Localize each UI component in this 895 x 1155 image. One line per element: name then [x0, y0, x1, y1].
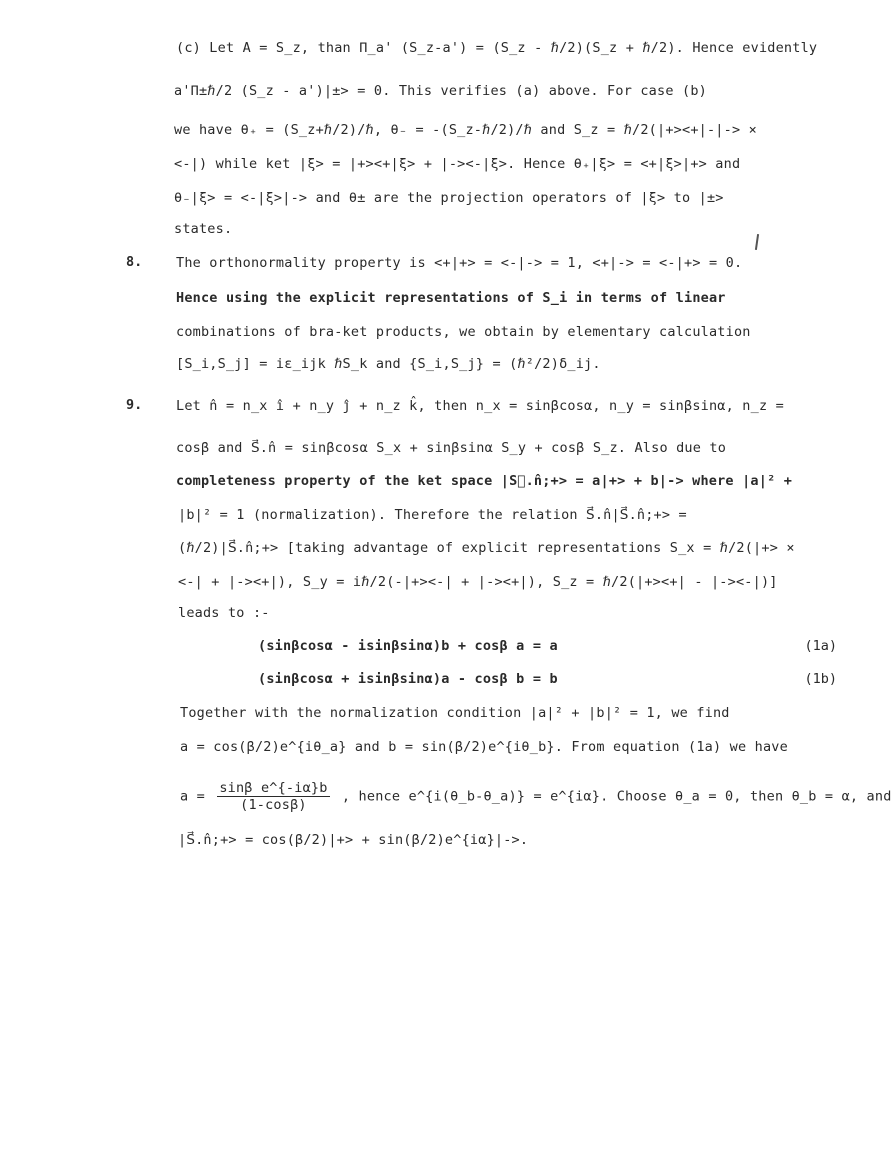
text-line: we have θ₊ = (S_z+ℏ/2)/ℏ, θ₋ = -(S_z-ℏ/2)/ℏ and S_z = ℏ/2(|+><+|-|-> × [174, 122, 757, 138]
text-line: cosβ and S⃗.n̂ = sinβcosα S_x + sinβsinα S_y + cosβ S_z. Also due to [176, 440, 727, 456]
text-line: |b|² = 1 (normalization). Therefore the relation S⃗.n̂|S⃗.n̂;+> = [178, 507, 687, 523]
text-line: a = cos(β/2)e^{iθ_a} and b = sin(β/2)e^{iθ_b}. From equation (1a) we have [180, 739, 788, 755]
equation-suffix: , hence e^{i(θ_b-θ_a)} = e^{iα}. Choose θ_a = 0, then θ_b = α, and [341, 788, 892, 805]
text-line: Together with the normalization condition |a|² + |b|² = 1, we find [180, 705, 730, 721]
text-line: (c) Let A = S_z, than Π_a' (S_z-a') = (S_z - ℏ/2)(S_z + ℏ/2). Hence evidently [176, 40, 818, 56]
text-line: Hence using the explicit representations of S_i in terms of linear [176, 290, 726, 306]
equation-tag: (1a) [804, 638, 837, 654]
fraction-numerator: sinβ e^{-iα}b [219, 780, 328, 796]
item-number-9: 9. [126, 397, 143, 413]
equation-1b: (sinβcosα + isinβsinα)a - cosβ b = b [258, 671, 558, 687]
text-line: <-| + |-><+|), S_y = iℏ/2(-|+><-| + |-><+|), S_z = ℏ/2(|+><+| - |-><-|)] [178, 574, 778, 590]
text-line: combinations of bra-ket products, we obtain by elementary calculation [176, 324, 751, 340]
equation-tag: (1b) [804, 671, 837, 687]
text-line: completeness property of the ket space |S⃗.n̂;+> = a|+> + b|-> where |a|² + [176, 473, 793, 489]
equation-prefix: a = [180, 788, 205, 805]
text-line: Let n̂ = n_x î + n_y ĵ + n_z k̂, then n_x = sinβcosα, n_y = sinβsinα, n_z = [176, 398, 784, 414]
text-line: The orthonormality property is <+|+> = <-|-> = 1, <+|-> = <-|+> = 0. [176, 255, 743, 271]
pen-mark [755, 234, 759, 250]
text-line: [S_i,S_j] = iε_ijk ℏS_k and {S_i,S_j} = (ℏ²/2)δ_ij. [176, 356, 601, 372]
equation-1a: (sinβcosα - isinβsinα)b + cosβ a = a [258, 638, 558, 654]
final-result: |S⃗.n̂;+> = cos(β/2)|+> + sin(β/2)e^{iα}|->. [178, 832, 529, 848]
text-line: (ℏ/2)|S⃗.n̂;+> [taking advantage of explicit representations S_x = ℏ/2(|+> × [178, 540, 795, 556]
text-line: a'Π±ℏ/2 (S_z - a')|±> = 0. This verifies (a) above. For case (b) [174, 83, 707, 99]
text-line: θ₋|ξ> = <-|ξ>|-> and θ± are the projection operators of |ξ> to |±> [174, 190, 724, 206]
fraction-denominator: (1-cosβ) [240, 797, 307, 813]
text-line: states. [174, 221, 233, 237]
text-line: leads to :- [178, 605, 270, 621]
text-line: <-|) while ket |ξ> = |+><+|ξ> + |-><-|ξ>. Hence θ₊|ξ> = <+|ξ>|+> and [174, 156, 741, 172]
fraction [217, 780, 329, 813]
item-number-8: 8. [126, 254, 143, 270]
fraction-equation [180, 780, 892, 813]
